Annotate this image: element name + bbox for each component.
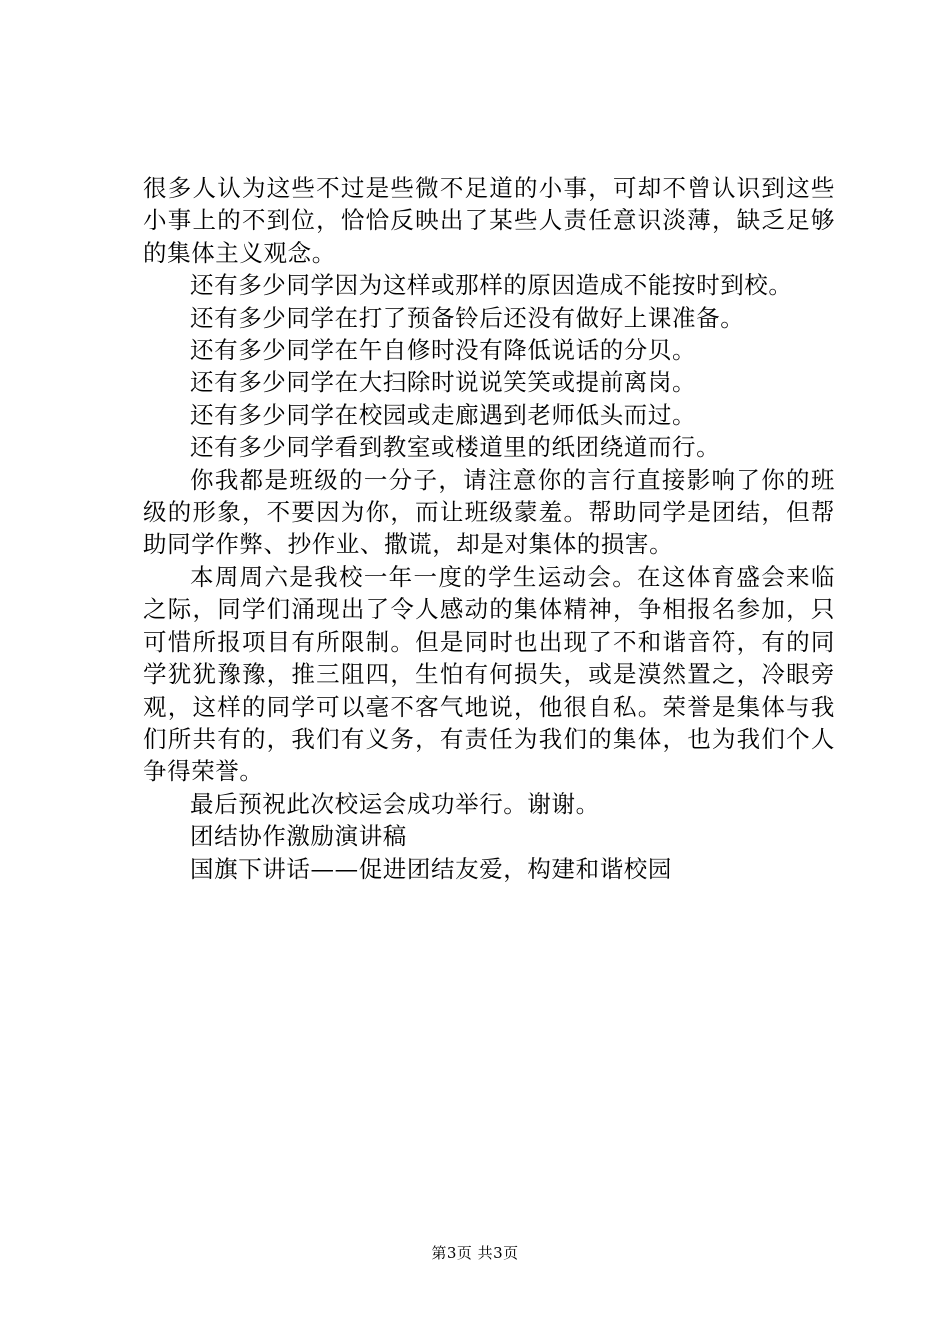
- paragraph: 还有多少同学在校园或走廊遇到老师低头而过。: [190, 400, 697, 429]
- paragraph: 本周周六是我校一年一度的学生运动会。在这体育盛会来临之际，同学们涌现出了令人感动的集体精神，争相报名参加，只可惜所报项目有所限制。但是同时也出现了不和谐音符，有的同学犹犹豫豫，推三阻四，生怕有何损失，或是漠然置之，冷眼旁观，这样的同学可以毫不客气地说，他很自私。荣誉是集体与我们所共有的，我们有义务，有责任为我们的集体，也为我们个人争得荣誉。: [143, 562, 835, 786]
- page-number-footer: 第3页 共3页: [431, 1244, 519, 1262]
- paragraph-heading: 团结协作激励演讲稿: [190, 822, 407, 851]
- document-body: [143, 172, 835, 885]
- paragraph: 还有多少同学在午自修时没有降低说话的分贝。: [190, 336, 697, 365]
- paragraph: 还有多少同学看到教室或楼道里的纸团绕道而行。: [190, 433, 721, 462]
- paragraph: 你我都是班级的一分子，请注意你的言行直接影响了你的班级的形象，不要因为你，而让班级蒙羞。帮助同学是团结，但帮助同学作弊、抄作业、撒谎，却是对集体的损害。: [143, 465, 835, 559]
- paragraph: 还有多少同学因为这样或那样的原因造成不能按时到校。: [190, 271, 793, 300]
- paragraph: 很多人认为这些不过是些微不足道的小事，可却不曾认识到这些小事上的不到位，恰恰反映出了某些人责任意识淡薄，缺乏足够的集体主义观念。: [143, 174, 835, 267]
- paragraph: 最后预祝此次校运会成功举行。谢谢。: [190, 789, 600, 818]
- paragraph-heading: 国旗下讲话——促进团结友爱，构建和谐校园: [190, 854, 672, 883]
- paragraph: 还有多少同学在打了预备铃后还没有做好上课准备。: [190, 303, 745, 332]
- paragraph: 还有多少同学在大扫除时说说笑笑或提前离岗。: [190, 368, 697, 397]
